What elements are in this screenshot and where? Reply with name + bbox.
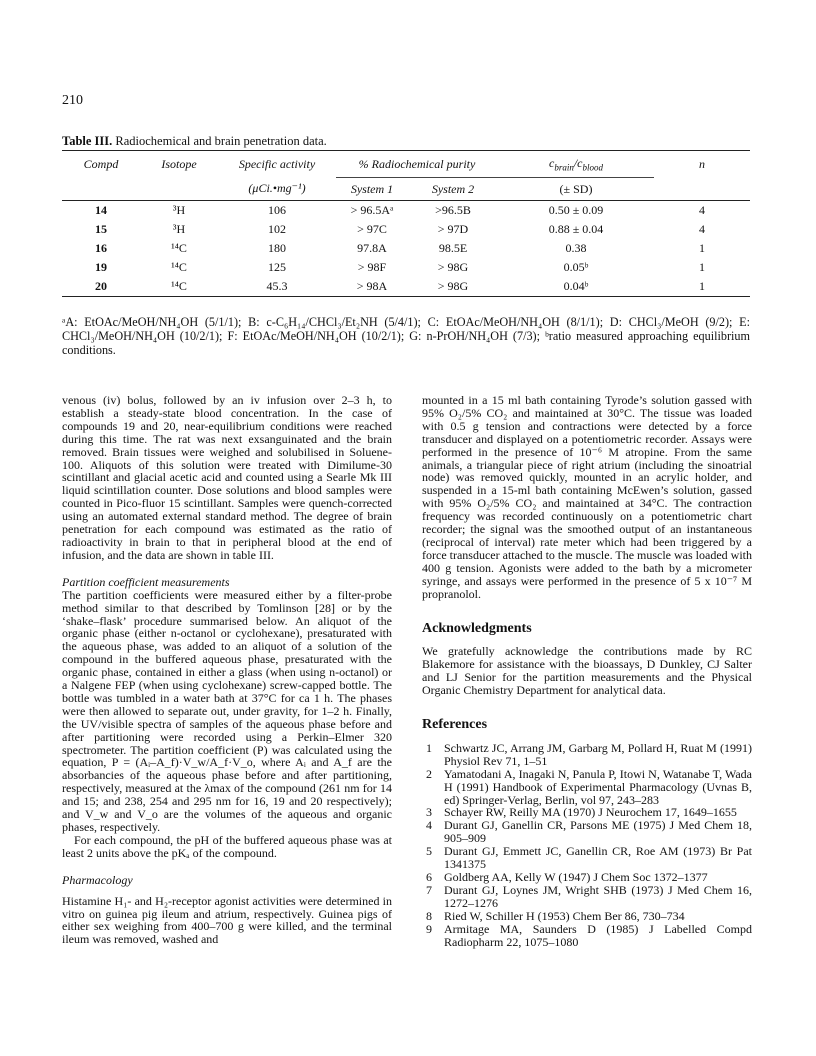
header-n: n bbox=[699, 156, 705, 171]
cell-activity: 102 bbox=[268, 222, 286, 236]
right-column bbox=[422, 394, 752, 948]
cell-compd: 14 bbox=[95, 203, 107, 217]
cell-n: 1 bbox=[699, 241, 705, 255]
table-row bbox=[62, 201, 750, 221]
cell-n: 4 bbox=[699, 203, 705, 217]
header-system2: System 2 bbox=[431, 181, 475, 196]
cell-activity: 125 bbox=[268, 260, 286, 274]
paragraph: The partition coefficients were measured either by a filter-probe method similar to that described by Tomlinson [28] or by the ‘shake–flask’ procedure summarised below. An aliquot of the organic phase (either n-octanol or cyclohexane), presaturated with the aqueous phase, was added to an aliquot of a solution of the compound in the buffered aqueous phase, presaturated with the organic phase, contained in either a glass (when using n-octanol) or a Nalgene FEP (when using cyclohexane) screw-capped bottle. The bottle was tumbled in a water bath at 37°C for ca 1 h. The phases were then allowed to separate out, under gravity, for 1–2 h. Finally, the UV/visible spectra of samples of the aqueous phase before and after partitioning were recorded using a Perkin–Elmer 320 spectrometer. The partition coefficient (P) was calculated using the equation, P = (Aᵢ–A_f)·V_w/A_f·V_o, where Aᵢ and A_f are the absorbancies of the aqueous phase before and after partitioning, respectively, measured at the λmax of the compound (261 nm for 14 and 15; and 238, 254 and 295 nm for 16, 19 and 20 respectively); and V_w and V_o are the volumes of the aqueous and organic phases, respectively. bbox=[62, 587, 392, 834]
reference-text: Durant GJ, Loynes JM, Wright SHB (1973) J Med Chem 16, 1272–1276 bbox=[444, 882, 752, 910]
cell-compd: 19 bbox=[95, 260, 107, 274]
header-compd: Compd bbox=[83, 156, 119, 171]
reference-number: 8 bbox=[426, 908, 432, 923]
table-row bbox=[62, 239, 750, 258]
table-caption-text: Radiochemical and brain penetration data. bbox=[112, 134, 327, 148]
table-row bbox=[62, 220, 750, 239]
reference-item bbox=[422, 768, 752, 807]
table-footnote: ᵃA: EtOAc/MeOH/NH₄OH (5/1/1); B: c-C₆H₁₄/CHCl₃/Et₂NH (5/4/1); C: EtOAc/MeOH/NH₄OH (8/1/1); D: CHCl₃/MeOH (9/2); E: CHCl₃/MeOH/NH₄OH (10/2/1); F: EtOAc/MeOH/NH₄OH (10/2/1); G: n-PrOH/NH₄OH (7/3); ᵇratio measured approaching equilibrium conditions. bbox=[62, 315, 750, 357]
cell-activity: 106 bbox=[268, 203, 286, 217]
reference-item bbox=[422, 884, 752, 910]
paragraph: For each compound, the pH of the buffered aqueous phase was at least 2 units above the pKₐ of the compound. bbox=[62, 832, 392, 860]
header-isotope: Isotope bbox=[161, 156, 197, 171]
cell-compd: 16 bbox=[95, 241, 107, 255]
reference-text: Schayer RW, Reilly MA (1970) J Neurochem 17, 1649–1655 bbox=[444, 805, 737, 820]
cell-activity: 45.3 bbox=[266, 279, 288, 293]
section-heading-references: References bbox=[422, 717, 488, 733]
reference-text: Durant GJ, Emmett JC, Ganellin CR, Roe AM (1973) Br Pat 1341375 bbox=[444, 844, 752, 872]
reference-text: Schwartz JC, Arrang JM, Garbarg M, Pollard H, Ruat M (1991) Physiol Rev 71, 1–51 bbox=[444, 740, 752, 768]
header-specific-activity: Specific activity bbox=[238, 156, 316, 171]
paragraph: venous (iv) bolus, followed by an iv infusion over 2–3 h, to establish a steady-state blood concentration. In the case of compounds 19 and 20, near-equilibrium conditions were reached during this time. The rat was next exsanguinated and the brain removed. Brain tissues were weighed and solubilised in Soluene-100. Aliquots of this solution were treated with Dimilume-30 scintillant and glacial acetic acid and counted using a Searle Mk III liquid scintillation counter. Dose solutions and blood samples were counted in Pico-fluor 15 scintillant. Samples were quench-corrected using an automated external standard method. The degree of brain penetration for each compound was estimated as the ratio of radioactivity in brain to that in peripheral blood at the end of infusion, and the data are shown in table III. bbox=[62, 393, 392, 562]
header-purity: % Radiochemical purity bbox=[336, 151, 498, 178]
reference-text: Armitage MA, Saunders D (1985) J Labelled Compd Radiopharm 22, 1075–1080 bbox=[444, 921, 752, 949]
cell-sys2: 98.5E bbox=[438, 241, 468, 255]
cell-ratio: 0.88 ± 0.04 bbox=[548, 222, 604, 236]
cell-sys1: > 98F bbox=[357, 260, 387, 274]
table-row bbox=[62, 277, 750, 297]
reference-item bbox=[422, 845, 752, 871]
paragraph: Histamine H₁- and H₂-receptor agonist activities were determined in vitro on guinea pig ileum and atrium, respectively. Guinea pigs of either sex weighing from 400–700 g were killed, and the terminal ileum was removed, washed and bbox=[62, 893, 392, 947]
cell-isotope: ¹⁴C bbox=[171, 260, 187, 274]
cell-compd: 20 bbox=[95, 279, 107, 293]
cell-n: 4 bbox=[699, 222, 705, 236]
section-heading-pharmacology: Pharmacology bbox=[62, 872, 133, 887]
reference-text: Durant GJ, Ganellin CR, Parsons ME (1975) J Med Chem 18, 905–909 bbox=[444, 818, 752, 846]
table-row bbox=[62, 258, 750, 277]
header-activity-units: (μCi.•mg⁻¹) bbox=[248, 181, 306, 196]
reference-text: Ried W, Schiller H (1953) Chem Ber 86, 730–734 bbox=[444, 908, 685, 923]
cell-n: 1 bbox=[699, 279, 705, 293]
reference-item bbox=[422, 923, 752, 949]
section-heading-acknowledgments: Acknowledgments bbox=[422, 620, 532, 636]
reference-number: 3 bbox=[426, 805, 432, 820]
cell-isotope: ¹⁴C bbox=[171, 279, 187, 293]
cell-sys2: > 97D bbox=[437, 222, 469, 236]
cell-n: 1 bbox=[699, 260, 705, 274]
cell-sys1: > 98A bbox=[356, 279, 388, 293]
reference-list bbox=[422, 742, 752, 949]
cell-sys1: 97.8A bbox=[357, 241, 387, 255]
cell-ratio: 0.38 bbox=[565, 241, 587, 255]
reference-item bbox=[422, 742, 752, 768]
reference-text: Goldberg AA, Kelly W (1947) J Chem Soc 1372–1377 bbox=[444, 870, 708, 884]
section-heading-partition: Partition coefficient measurements bbox=[62, 574, 230, 589]
header-ratio: $c_{brain}/c_{blood}$ bbox=[498, 151, 654, 178]
left-column bbox=[62, 394, 392, 946]
reference-number: 1 bbox=[426, 740, 432, 755]
cell-ratio: 0.05ᵇ bbox=[563, 260, 589, 274]
cell-isotope: ¹⁴C bbox=[171, 241, 187, 255]
reference-number: 4 bbox=[426, 818, 432, 833]
reference-item bbox=[422, 819, 752, 845]
reference-number: 9 bbox=[426, 921, 432, 936]
cell-ratio: 0.50 ± 0.09 bbox=[548, 203, 604, 217]
cell-sys2: > 98G bbox=[437, 279, 469, 293]
cell-sys2: >96.5B bbox=[435, 203, 471, 217]
cell-sys2: > 98G bbox=[437, 260, 469, 274]
cell-isotope: ³H bbox=[172, 222, 186, 236]
page-number: 210 bbox=[62, 93, 83, 108]
paragraph: mounted in a 15 ml bath containing Tyrode’s solution gassed with 95% O₂/5% CO₂ and maintained at 30°C. The tissue was loaded with 0.5 g tension and contractions were detected by a force transducer and displayed on a potentiometric recorder. Assays were performed in the presence of 10⁻⁶ M atropine. From the same animals, a triangular piece of right atrium (including the sinoatrial node) was removed quickly, mounted in an acrylic holder, and suspended in a 15-ml bath containing McEwen’s solution, gassed with 95% O₂/5% CO₂ and maintained at 34°C. The contraction frequency was recorded continuously on a potentiometric chart recorder; the signal was the smoothed output of an instantaneous (reciprocal of interval) rate meter which had been triggered by a force transducer attached to the muscle. The muscle was loaded with 400 g tension. Agonists were added to the bath by a micrometer syringe, and assays were performed in the presence of 5 x 10⁻⁷ M propranolol. bbox=[422, 393, 752, 601]
cell-compd: 15 bbox=[95, 222, 107, 236]
reference-number: 6 bbox=[426, 870, 432, 884]
cell-isotope: ³H bbox=[172, 203, 186, 217]
table-caption bbox=[62, 134, 327, 149]
reference-number: 7 bbox=[426, 882, 432, 897]
acknowledgments-text: We gratefully acknowledge the contributions made by RC Blakemore for assistance with the bioassays, D Dunkley, CJ Salter and LJ Senior for the partition measurements and the Physical Organic Chemistry Department for analytical data. bbox=[422, 644, 752, 698]
cell-ratio: 0.04ᵇ bbox=[563, 279, 589, 293]
header-ratio-sd: (± SD) bbox=[559, 181, 593, 196]
cell-sys1: > 96.5Aᵃ bbox=[350, 203, 394, 217]
reference-text: Yamatodani A, Inagaki N, Panula P, Itowi N, Watanabe T, Wada H (1991) Handbook of Experimental Pharmacology (Uvnas B, ed) Springer-Verlag, Berlin, vol 97, 243–283 bbox=[444, 766, 752, 807]
cell-sys1: > 97C bbox=[357, 222, 387, 236]
cell-activity: 180 bbox=[268, 241, 286, 255]
table-caption-label: Table III. bbox=[62, 134, 113, 148]
header-system1: System 1 bbox=[350, 181, 394, 196]
reference-number: 5 bbox=[426, 844, 432, 859]
radiochemical-table bbox=[62, 150, 750, 297]
reference-number: 2 bbox=[426, 766, 432, 781]
